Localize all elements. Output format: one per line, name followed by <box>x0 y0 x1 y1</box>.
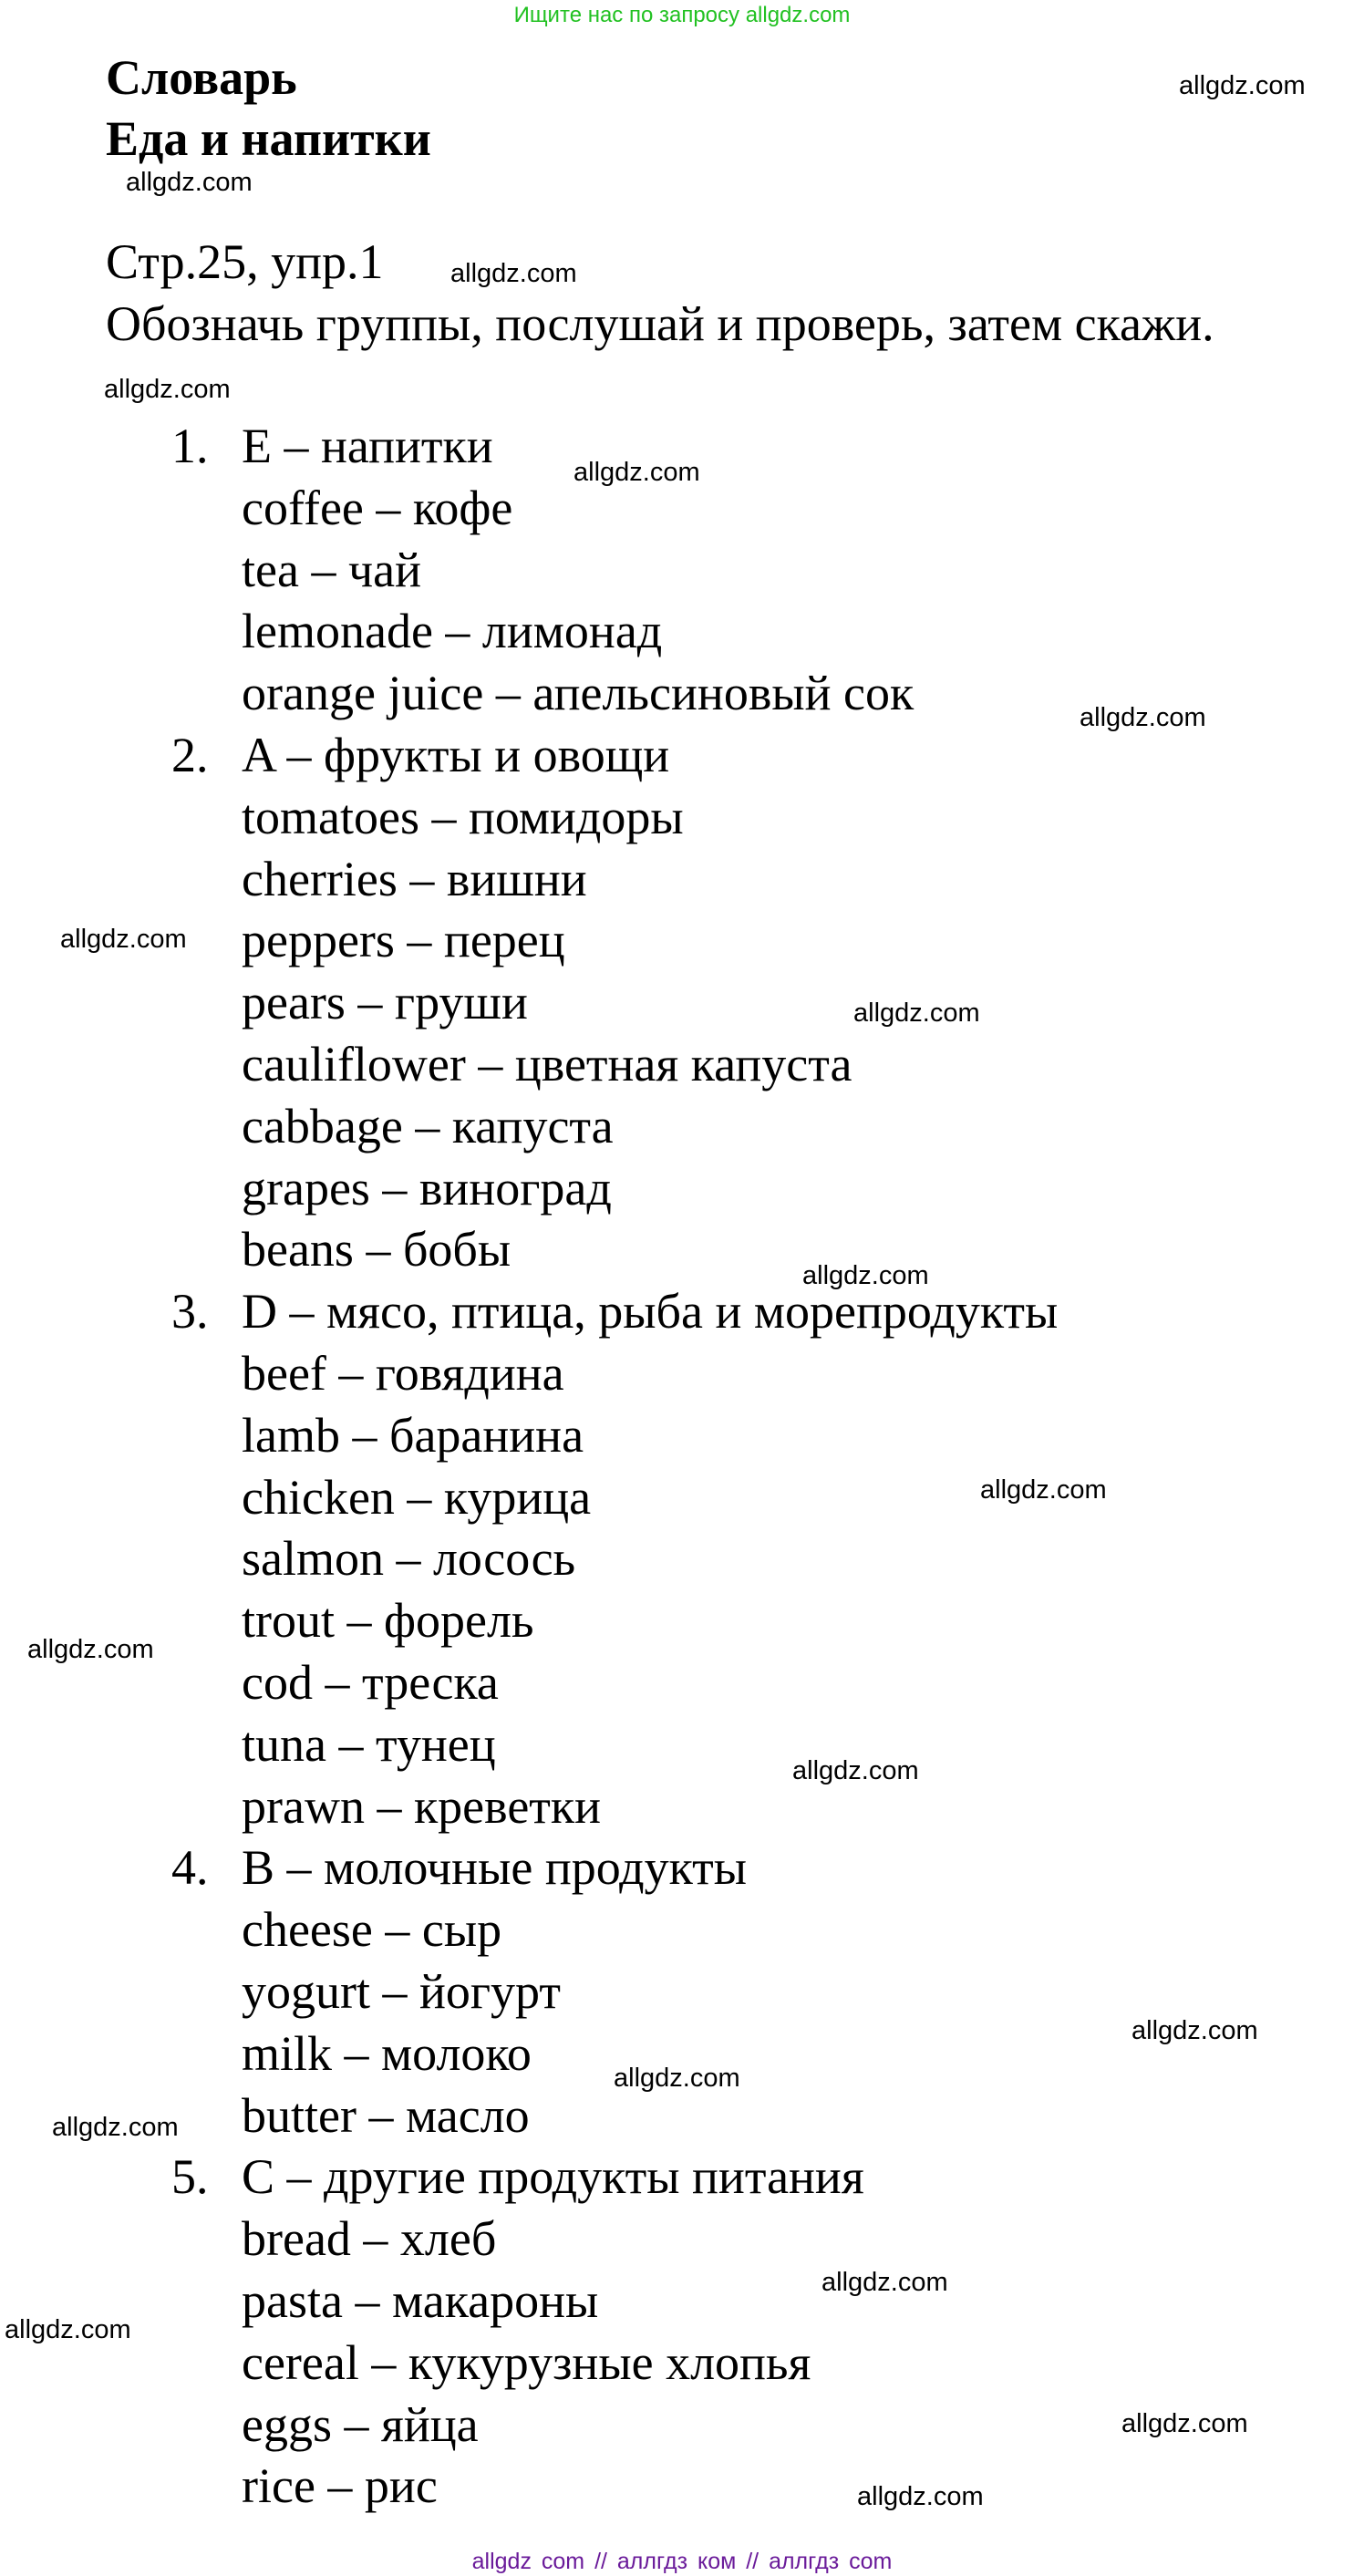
vocabulary-item-text: tuna – тунец <box>242 1716 496 1772</box>
group-heading-row <box>0 1281 1364 1343</box>
group-heading: E – напитки <box>242 419 493 473</box>
exercise-reference: Стр.25, упр.1 <box>106 234 384 289</box>
vocabulary-item <box>0 1899 1364 1961</box>
watermark: allgdz.com <box>1179 71 1306 100</box>
vocabulary-item-text: grapes – виноград <box>242 1160 612 1216</box>
vocabulary-item <box>0 1590 1364 1652</box>
vocabulary-item-text: beef – говядина <box>242 1345 564 1401</box>
vocabulary-item <box>0 1467 1364 1529</box>
watermark: allgdz.com <box>853 998 980 1028</box>
watermark: allgdz.com <box>822 2268 948 2297</box>
watermark: allgdz.com <box>104 375 231 404</box>
vocabulary-item-text: bread – хлеб <box>242 2211 497 2267</box>
vocabulary-item <box>0 849 1364 911</box>
exercise-instruction: Обозначь группы, послушай и проверь, затем скажи. <box>106 296 1214 351</box>
footer-links[interactable]: allgdz com // аллгдз ком // аллгдз com <box>471 2549 893 2574</box>
watermark: allgdz.com <box>1080 703 1206 732</box>
vocabulary-item-text: tomatoes – помидоры <box>242 789 684 844</box>
vocabulary-item-text: chicken – курица <box>242 1469 592 1525</box>
vocabulary-item-text: beans – бобы <box>242 1222 512 1278</box>
vocabulary-item-text: cod – треска <box>242 1654 499 1710</box>
vocabulary-item-text: eggs – яйца <box>242 2396 479 2452</box>
vocabulary-item <box>0 1219 1364 1281</box>
vocabulary-item-text: pasta – макароны <box>242 2272 599 2328</box>
page-title: Словарь <box>106 50 297 105</box>
watermark: allgdz.com <box>792 1756 919 1785</box>
vocabulary-item-text: cereal – кукурузные хлопья <box>242 2334 811 2390</box>
vocabulary-item-text: yogurt – йогурт <box>242 1963 561 2019</box>
group-number: 1. <box>171 419 209 473</box>
watermark: allgdz.com <box>857 2482 984 2511</box>
vocabulary-item-text: rice – рис <box>242 2458 438 2514</box>
vocabulary-item <box>0 2209 1364 2271</box>
vocabulary-item <box>0 787 1364 849</box>
vocabulary-item <box>0 972 1364 1034</box>
vocabulary-item-text: cabbage – капуста <box>242 1098 614 1154</box>
vocabulary-item-text: peppers – перец <box>242 913 565 968</box>
vocabulary-item-text: milk – молоко <box>242 2025 532 2081</box>
vocabulary-item <box>0 1405 1364 1467</box>
vocabulary-item-text: pears – груши <box>242 975 528 1030</box>
vocabulary-item <box>0 1714 1364 1776</box>
vocabulary-item <box>0 2271 1364 2333</box>
vocabulary-item <box>0 2333 1364 2395</box>
watermark: allgdz.com <box>450 259 577 288</box>
group-heading-row <box>0 725 1364 787</box>
group-number: 3. <box>171 1284 209 1340</box>
vocabulary-item <box>0 1034 1364 1096</box>
vocabulary-item <box>0 601 1364 663</box>
vocabulary-item-text: trout – форель <box>242 1593 534 1649</box>
vocabulary-item-text: lemonade – лимонад <box>242 604 663 659</box>
vocabulary-item <box>0 1343 1364 1405</box>
vocabulary-item-text: prawn – креветки <box>242 1778 602 1834</box>
group-number: 2. <box>171 727 209 782</box>
group-number: 4. <box>171 1840 209 1896</box>
vocabulary-item-text: cheese – сыр <box>242 1902 502 1958</box>
vocabulary-item <box>0 1158 1364 1220</box>
vocabulary-item <box>0 1776 1364 1838</box>
watermark: allgdz.com <box>27 1635 154 1664</box>
page-subtitle: Еда и напитки <box>106 111 431 166</box>
vocabulary-item <box>0 1528 1364 1590</box>
group-number: 5. <box>171 2149 209 2205</box>
watermark: allgdz.com <box>802 1261 929 1290</box>
vocabulary-item <box>0 540 1364 602</box>
vocabulary-item-text: lamb – баранина <box>242 1407 584 1463</box>
watermark: allgdz.com <box>126 168 253 197</box>
vocabulary-item-text: butter – масло <box>242 2087 530 2143</box>
vocabulary-item <box>0 1652 1364 1714</box>
vocabulary-item-text: orange juice – апельсиновый сок <box>242 666 914 721</box>
group-heading: D – мясо, птица, рыба и морепродукты <box>242 1284 1059 1340</box>
top-banner[interactable]: Ищите нас по запросу allgdz.com <box>513 3 851 27</box>
vocabulary-item-text: cauliflower – цветная капуста <box>242 1036 852 1091</box>
watermark: allgdz.com <box>980 1475 1107 1505</box>
group-heading: B – молочные продукты <box>242 1840 748 1896</box>
vocabulary-item <box>0 910 1364 972</box>
group-heading-row <box>0 1837 1364 1899</box>
group-heading: A – фрукты и овощи <box>242 727 670 782</box>
vocabulary-item-text: tea – чай <box>242 542 421 597</box>
vocabulary-item <box>0 1096 1364 1158</box>
vocabulary-item-text: salmon – лосось <box>242 1531 576 1587</box>
vocabulary-item-text: cherries – вишни <box>242 851 587 906</box>
group-heading-row <box>0 2147 1364 2209</box>
watermark: allgdz.com <box>60 925 187 954</box>
watermark: allgdz.com <box>5 2315 131 2344</box>
watermark: allgdz.com <box>52 2113 179 2142</box>
group-heading: C – другие продукты питания <box>242 2149 864 2205</box>
vocabulary-item <box>0 2456 1364 2518</box>
watermark: allgdz.com <box>614 2064 740 2093</box>
watermark: allgdz.com <box>1132 2016 1258 2045</box>
watermark: allgdz.com <box>1121 2409 1248 2438</box>
vocabulary-item-text: coffee – кофе <box>242 480 513 535</box>
watermark: allgdz.com <box>574 458 700 487</box>
